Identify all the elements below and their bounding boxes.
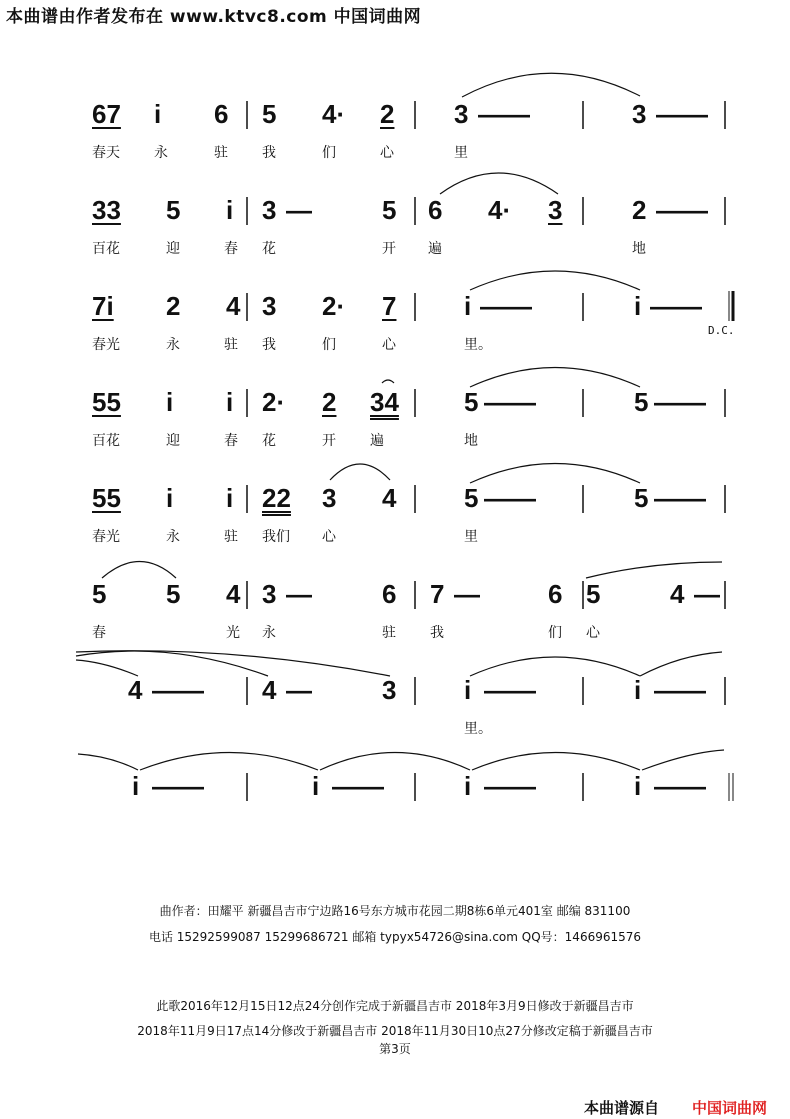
lyric: 们	[322, 145, 336, 161]
note: i	[464, 771, 472, 801]
note: 33	[92, 195, 121, 225]
note: 7i	[92, 291, 114, 321]
note: 55	[92, 483, 121, 513]
note: 4	[382, 483, 397, 513]
lyric: 里	[454, 145, 468, 161]
lyric: 永	[166, 337, 180, 353]
lyric: 春	[92, 625, 106, 641]
dash: ——	[484, 771, 536, 801]
note: i	[226, 483, 234, 513]
dash: ——	[654, 387, 706, 417]
lyric: 春光	[92, 529, 120, 545]
lyric: 里。	[464, 337, 492, 353]
note: 7	[382, 291, 397, 321]
note: 4·	[488, 195, 512, 225]
note: 5	[262, 99, 277, 129]
lyric: 开	[322, 433, 336, 449]
note: i	[312, 771, 320, 801]
note: 5	[464, 483, 479, 513]
note: 3	[262, 195, 277, 225]
dash: ——	[650, 291, 702, 321]
dash: ——	[478, 99, 530, 129]
lyric: 我们	[262, 529, 290, 545]
note: 2	[322, 387, 337, 417]
note: 4	[670, 579, 685, 609]
lyric: 心	[382, 337, 396, 353]
lyric: 我	[430, 625, 444, 641]
note: 3	[262, 291, 277, 321]
note: 3	[322, 483, 337, 513]
lyric: 春天	[92, 145, 120, 161]
dash: ——	[654, 771, 706, 801]
lyric: 遍	[370, 433, 384, 449]
note: 2·	[322, 291, 346, 321]
lyric: 驻	[382, 625, 396, 641]
lyric: 心	[322, 529, 336, 545]
note: 5	[382, 195, 397, 225]
note: 5	[634, 483, 649, 513]
note: 4	[128, 675, 143, 705]
dash: ——	[332, 771, 384, 801]
lyric: 春光	[92, 337, 120, 353]
history-line-2: 2018年11月9日17点14分修改于新疆昌吉市 2018年11月30日10点27分修改定稿于新疆昌吉市	[137, 1024, 653, 1038]
lyric: 地	[632, 241, 646, 257]
dash: —	[694, 579, 720, 609]
dash: ——	[654, 483, 706, 513]
dash: —	[454, 579, 480, 609]
note: 6	[214, 99, 229, 129]
note: i	[166, 483, 174, 513]
note: i	[166, 387, 174, 417]
note: i	[464, 675, 472, 705]
lyric: 遍	[428, 241, 442, 257]
dc-mark: D.C.	[708, 324, 735, 337]
lyric: 迎	[166, 241, 180, 257]
note: 2	[380, 99, 395, 129]
note: 5	[634, 387, 649, 417]
note: i	[226, 195, 234, 225]
note: i	[464, 291, 472, 321]
note: 5	[586, 579, 601, 609]
note: 5	[166, 195, 181, 225]
dash: ——	[484, 483, 536, 513]
lyric: 百花	[92, 433, 120, 449]
dash: ——	[484, 675, 536, 705]
lyric: 驻	[224, 337, 238, 353]
lyric: 花	[262, 241, 276, 257]
dash: —	[286, 195, 312, 225]
source-site-link[interactable]: 中国词曲网	[692, 1099, 768, 1117]
dash: ——	[152, 771, 204, 801]
source-label: 本曲谱源自	[584, 1099, 660, 1117]
note: 4	[226, 579, 241, 609]
note: 34	[370, 387, 399, 417]
note: 3	[262, 579, 277, 609]
note: i	[634, 675, 642, 705]
dash: —	[286, 579, 312, 609]
lyric: 我	[262, 337, 276, 353]
note: 3	[548, 195, 563, 225]
note: 4·	[322, 99, 346, 129]
note: 3	[454, 99, 469, 129]
contact-line: 电话 15292599087 15299686721 邮箱 typyx54726@sina.com QQ号：1466961576	[148, 930, 642, 944]
note: i	[634, 771, 642, 801]
lyric: 春	[224, 433, 238, 449]
note: 6	[428, 195, 443, 225]
lyric: 永	[154, 145, 168, 161]
lyric: 迎	[166, 433, 180, 449]
note: 6	[548, 579, 563, 609]
note: i	[132, 771, 140, 801]
dash: —	[286, 675, 312, 705]
history-line-1: 此歌2016年12月15日12点24分创作完成于新疆昌吉市 2018年3月9日修改于新疆昌吉市	[156, 999, 634, 1013]
header-watermark: 本曲谱由作者发布在 www.ktvc8.com 中国词曲网	[6, 7, 422, 27]
lyric: 永	[166, 529, 180, 545]
lyric: 驻	[224, 529, 238, 545]
page-label: 第3页	[379, 1042, 411, 1056]
note: i	[634, 291, 642, 321]
author-line: 曲作者：田耀平 新疆昌吉市宁边路16号东方城市花园二期8栋6单元401室 邮编 831100	[159, 904, 631, 918]
note: i	[154, 99, 162, 129]
lyric: 里	[464, 529, 478, 545]
lyric: 地	[464, 433, 478, 449]
lyric: 百花	[92, 241, 120, 257]
dash: ——	[654, 675, 706, 705]
note: 7	[430, 579, 445, 609]
lyric: 们	[322, 337, 336, 353]
note: 3	[632, 99, 647, 129]
note: 2	[632, 195, 647, 225]
lyric: 开	[382, 241, 396, 257]
note: 4	[262, 675, 277, 705]
note: 55	[92, 387, 121, 417]
dash: ——	[480, 291, 532, 321]
lyric: 春	[224, 241, 238, 257]
note: 3	[382, 675, 397, 705]
note: 22	[262, 483, 291, 513]
lyric: 花	[262, 433, 276, 449]
note: 2·	[262, 387, 286, 417]
lyric: 心	[586, 625, 600, 641]
lyric: 光	[226, 625, 240, 641]
note: 67	[92, 99, 121, 129]
lyric: 们	[548, 625, 562, 641]
dash: ——	[656, 99, 708, 129]
dash: ——	[152, 675, 204, 705]
note: i	[226, 387, 234, 417]
note: 5	[464, 387, 479, 417]
lyric: 永	[262, 625, 276, 641]
dash: ——	[484, 387, 536, 417]
lyric: 驻	[214, 145, 228, 161]
dash: ——	[656, 195, 708, 225]
note: 5	[92, 579, 107, 609]
note: 2	[166, 291, 181, 321]
lyric: 心	[380, 145, 394, 161]
lyric: 里。	[464, 721, 492, 737]
lyric: 我	[262, 145, 276, 161]
note: 6	[382, 579, 397, 609]
slurs	[76, 73, 724, 770]
note: 5	[166, 579, 181, 609]
note: 4	[226, 291, 241, 321]
